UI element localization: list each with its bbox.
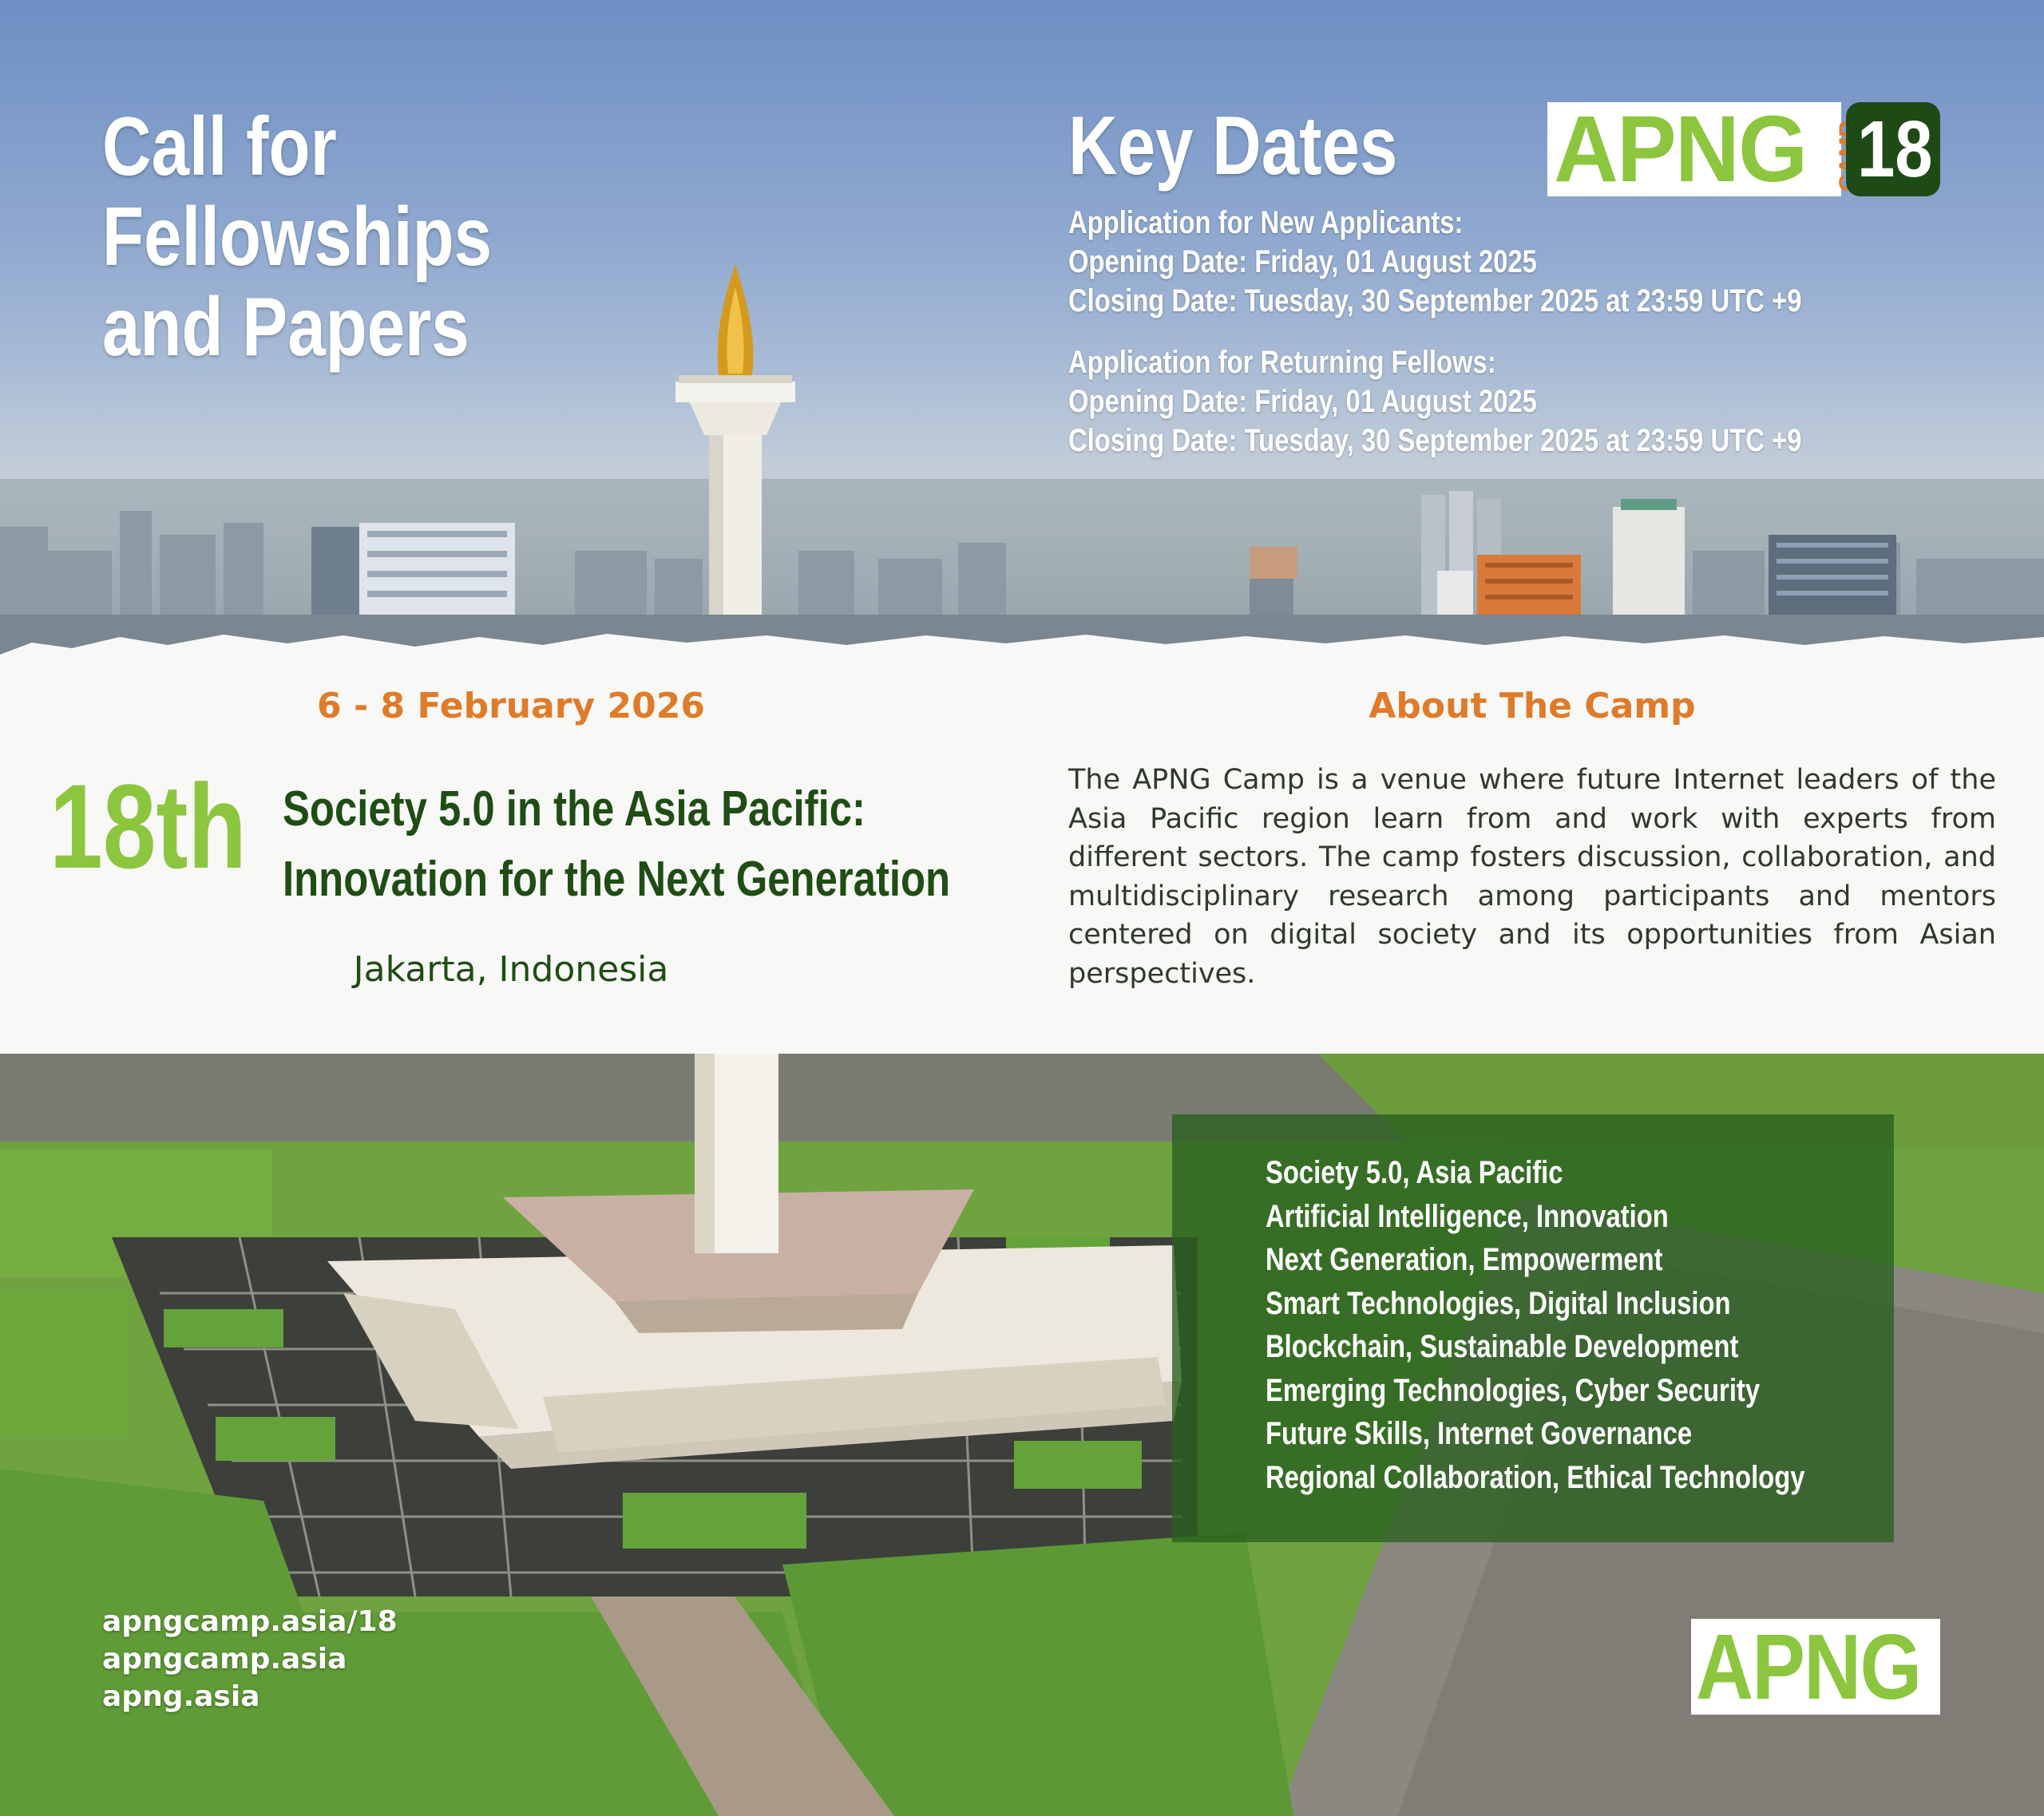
link-apngcamp-18[interactable]: apngcamp.asia/18 bbox=[102, 1605, 398, 1638]
header-photo-sky-city bbox=[0, 0, 2044, 671]
page-title bbox=[102, 102, 492, 373]
title-line-2: Fellowships bbox=[102, 191, 493, 283]
apng-logo-text: APNG bbox=[1696, 1615, 1921, 1719]
topic-item: Emerging Technologies, Cyber Security bbox=[1266, 1372, 1761, 1408]
topic-item: Regional Collaboration, Ethical Technology bbox=[1266, 1459, 1805, 1495]
new-applicants-opening: Opening Date: Friday, 01 August 2025 bbox=[1068, 244, 1537, 279]
apng-logo bbox=[1691, 1615, 1940, 1719]
new-applicants-closing: Closing Date: Tuesday, 30 September 2025 at 23:59 UTC +9 bbox=[1068, 283, 1802, 318]
key-dates-returning-fellows bbox=[1068, 343, 1963, 461]
logo-brand-text: APNG bbox=[1554, 97, 1807, 202]
website-links bbox=[102, 1603, 398, 1715]
title-line-3: and Papers bbox=[102, 281, 469, 374]
topics-list bbox=[1266, 1151, 1923, 1499]
apng-camp-18-logo bbox=[1547, 97, 1940, 202]
link-apngcamp[interactable]: apngcamp.asia bbox=[102, 1643, 347, 1676]
topic-item: Blockchain, Sustainable Development bbox=[1266, 1329, 1739, 1364]
edition-number: 18th bbox=[50, 759, 247, 893]
event-dates: 6 - 8 February 2026 bbox=[317, 686, 705, 726]
new-applicants-label: Application for New Applicants: bbox=[1068, 205, 1464, 240]
topic-item: Future Skills, Internet Governance bbox=[1266, 1416, 1693, 1451]
about-title: About The Camp bbox=[1369, 686, 1696, 726]
footer-photo-aerial-park bbox=[0, 1054, 2044, 1816]
theme-line-2: Innovation for the Next Generation bbox=[283, 852, 951, 907]
event-theme bbox=[283, 774, 950, 915]
title-line-1: Call for bbox=[102, 101, 337, 193]
topic-item: Next Generation, Empowerment bbox=[1266, 1242, 1663, 1277]
about-description: The APNG Camp is a venue where future Internet leaders of the Asia Pacific region learn from and work with experts from different sectors. The camp fosters discussion, collaboration, and multidisciplinary research among participants and mentors centered on digital society and its opportunities from Asian perspectives. bbox=[1068, 764, 1996, 990]
logo-number-text: 18 bbox=[1857, 105, 1933, 194]
event-location: Jakarta, Indonesia bbox=[353, 949, 669, 990]
key-dates-title: Key Dates bbox=[1068, 100, 1398, 192]
link-apng[interactable]: apng.asia bbox=[102, 1680, 260, 1713]
theme-line-1: Society 5.0 in the Asia Pacific: bbox=[283, 781, 866, 837]
returning-fellows-opening: Opening Date: Friday, 01 August 2025 bbox=[1068, 384, 1537, 419]
logo-number-badge bbox=[1846, 102, 1940, 196]
event-info-band bbox=[0, 655, 2044, 1054]
returning-fellows-closing: Closing Date: Tuesday, 30 September 2025 at 23:59 UTC +9 bbox=[1068, 423, 1802, 458]
returning-fellows-label: Application for Returning Fellows: bbox=[1068, 345, 1496, 380]
key-dates-new-applicants bbox=[1068, 204, 1963, 321]
topic-item: Smart Technologies, Digital Inclusion bbox=[1266, 1285, 1731, 1321]
topic-item: Artificial Intelligence, Innovation bbox=[1266, 1198, 1669, 1234]
topic-item: Society 5.0, Asia Pacific bbox=[1266, 1155, 1563, 1190]
